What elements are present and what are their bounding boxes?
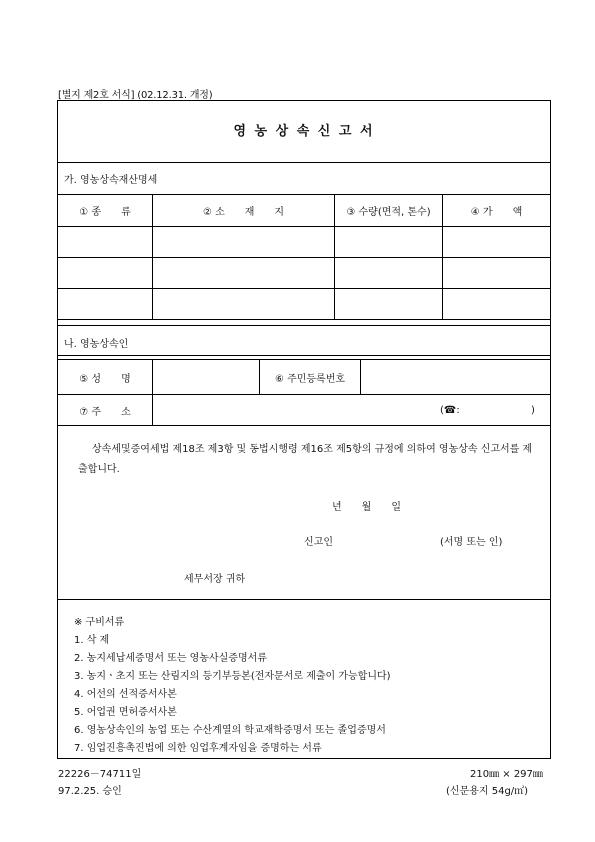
approval-date: 97.2.25. 승인 — [58, 786, 122, 797]
declaration-text: 상속세및증여세법 제18조 제3항 및 동법시행령 제16조 제5항의 규정에 의하여 영농상속 신고서를 제출합니다. — [78, 444, 533, 475]
addressee: 세무서장 귀하 — [184, 574, 246, 585]
phone-label: (☎: — [440, 404, 460, 416]
required-doc-item: 3. 농지ㆍ초지 또는 산림지의 등기부등본(전자문서로 제출이 가능합니다) — [74, 671, 391, 682]
form-frame — [57, 100, 551, 759]
section-b-label: 나. 영농상속인 — [58, 325, 550, 360]
form-reference: [별지 제2호 서식] (02.12.31. 개정) — [58, 90, 213, 101]
property-row — [58, 258, 550, 289]
paper-type: (신문용지 54g/㎡) — [446, 786, 529, 797]
required-documents — [58, 599, 550, 758]
heir-address-row — [58, 395, 550, 426]
property-table-header — [58, 195, 550, 227]
location-cell[interactable] — [153, 289, 335, 319]
name-label: ⑤ 성 명 — [58, 360, 153, 394]
address-field[interactable] — [153, 395, 550, 425]
form-code: 22226－74711일 — [58, 769, 142, 780]
required-docs-heading: ※ 구비서류 — [74, 617, 125, 628]
value-cell[interactable] — [443, 289, 550, 319]
rrn-label: ⑥ 주민등록번호 — [260, 360, 361, 394]
value-cell[interactable] — [443, 227, 550, 257]
type-cell[interactable] — [58, 227, 153, 257]
header-location: ② 소 재 지 — [153, 195, 335, 226]
required-doc-item: 5. 어업권 면허증서사본 — [74, 707, 177, 718]
header-quantity: ③ 수량(면적, 톤수) — [335, 195, 443, 226]
required-doc-item: 6. 영농상속인의 농업 또는 수산계열의 학교재학증명서 또는 졸업증명서 — [74, 725, 386, 736]
declaration-date: 년 월 일 — [332, 502, 401, 513]
type-cell[interactable] — [58, 289, 153, 319]
value-cell[interactable] — [443, 258, 550, 288]
type-cell[interactable] — [58, 258, 153, 288]
quantity-cell[interactable] — [335, 289, 443, 319]
rrn-field[interactable] — [361, 360, 550, 394]
location-cell[interactable] — [153, 258, 335, 288]
required-doc-item: 1. 삭 제 — [74, 635, 110, 646]
header-value: ④ 가 액 — [470, 207, 523, 218]
property-row — [58, 227, 550, 258]
header-type: ① 종 류 — [58, 195, 153, 226]
phone-close: ) — [531, 404, 535, 416]
quantity-cell[interactable] — [335, 227, 443, 257]
declaration-section — [58, 426, 550, 600]
required-doc-item: 7. 임업진흥촉진법에 의한 임업후계자임을 증명하는 서류 — [74, 743, 322, 754]
signature-label: (서명 또는 인) — [440, 537, 503, 548]
paper-size: 210㎜ × 297㎜ — [470, 769, 543, 780]
required-doc-item: 4. 어선의 선적증서사본 — [74, 689, 177, 700]
name-field[interactable] — [153, 360, 260, 394]
section-a-label: 가. 영농상속재산명세 — [58, 163, 550, 195]
required-doc-item: 2. 농지세납세증명서 또는 영농사실증명서류 — [74, 653, 267, 664]
property-row — [58, 289, 550, 320]
quantity-cell[interactable] — [335, 258, 443, 288]
heir-name-row — [58, 360, 550, 395]
location-cell[interactable] — [153, 227, 335, 257]
reporter-label: 신고인 — [304, 537, 333, 548]
form-title: 영 농 상 속 신 고 서 — [58, 101, 550, 163]
address-label: ⑦ 주 소 — [58, 395, 153, 425]
